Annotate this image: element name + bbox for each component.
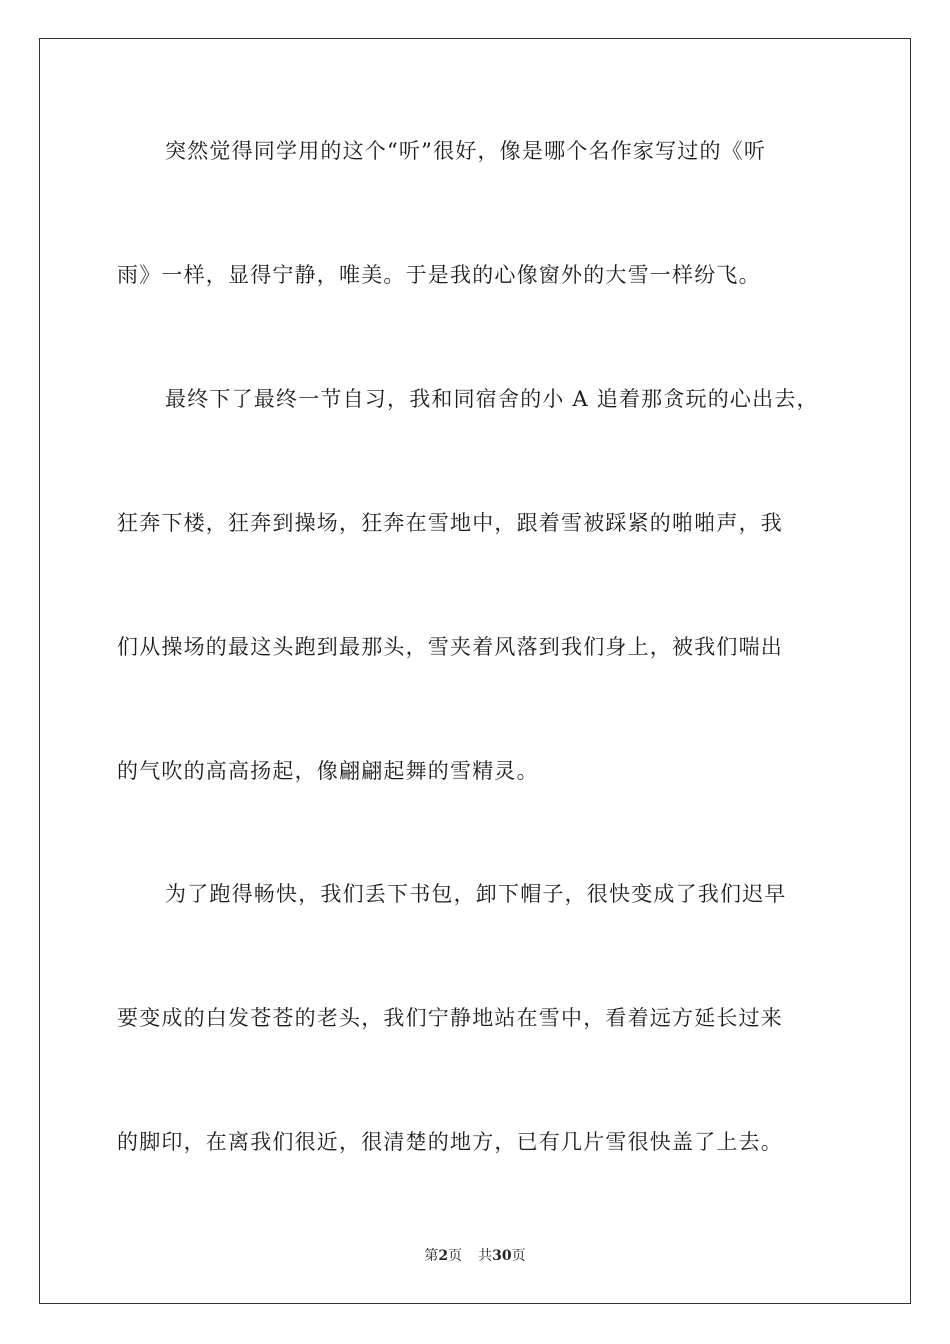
paragraph-2-line-1: 最终下了最终一节自习，我和同宿舍的小 A 追着那贪玩的心出去，: [165, 387, 819, 411]
page-number: 2: [438, 1248, 449, 1264]
paragraph-1-line-1: 突然觉得同学用的这个“听”很好，像是哪个名作家写过的《听: [165, 139, 767, 163]
paragraph-2-line-3: 们从操场的最这头跑到最那头，雪夹着风落到我们身上，被我们喘出: [117, 635, 783, 659]
paragraph-3-line-2: 要变成的白发苍苍的老头，我们宁静地站在雪中，看着远方延长过来: [117, 1006, 783, 1030]
total-pages: 30: [492, 1248, 512, 1264]
page-suffix: 页: [448, 1248, 463, 1264]
paragraph-1-line-2: 雨》一样，显得宁静，唯美。于是我的心像窗外的大雪一样纷飞。: [117, 263, 761, 287]
paragraph-3-line-3: 的脚印，在离我们很近，很清楚的地方，已有几片雪很快盖了上去。: [117, 1130, 783, 1154]
page-border: [39, 38, 911, 1304]
page-footer: [0, 1247, 950, 1265]
paragraph-3-line-1: 为了跑得畅快，我们丢下书包，卸下帽子，很快变成了我们迟早: [165, 882, 787, 906]
paragraph-2-line-2: 狂奔下楼，狂奔到操场，狂奔在雪地中，跟着雪被踩紧的啪啪声，我: [117, 511, 783, 535]
total-suffix: 页: [511, 1248, 526, 1264]
total-prefix: 共: [478, 1248, 493, 1264]
paragraph-2-line-4: 的气吹的高高扬起，像翩翩起舞的雪精灵。: [117, 759, 539, 783]
page-prefix: 第: [424, 1248, 439, 1264]
